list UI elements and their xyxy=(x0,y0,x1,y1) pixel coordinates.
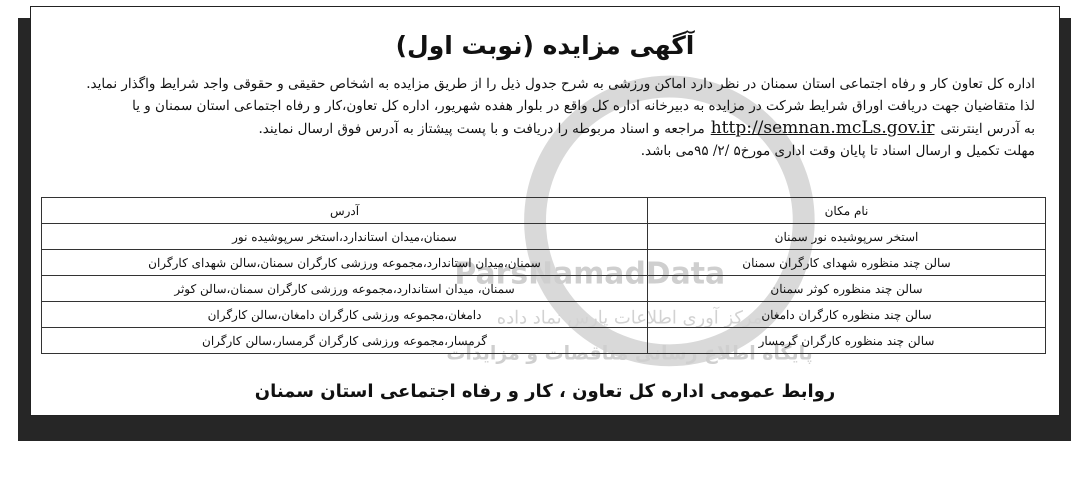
cell-name: سالن چند منظوره کوثر سمنان xyxy=(648,276,1046,302)
table-row xyxy=(42,276,1046,302)
cell-name: استخر سرپوشیده نور سمنان xyxy=(648,224,1046,250)
header-address: آدرس xyxy=(42,198,648,224)
header-name: نام مکان xyxy=(648,198,1046,224)
cell-name: سالن چند منظوره کارگران گرمسار xyxy=(648,328,1046,354)
watermark-brand: ParsNamadData xyxy=(454,256,726,292)
cell-address: گرمسار،مجموعه ورزشی کارگران گرمسار،سالن کارگران xyxy=(42,328,648,354)
table-header-row xyxy=(42,198,1046,224)
notice-page xyxy=(30,6,1060,416)
places-table xyxy=(41,197,1046,354)
cell-address: سمنان، میدان استاندارد،مجموعه ورزشی کارگران سمنان،سالن کوثر xyxy=(42,276,648,302)
watermark-line1: مرکز آوری اطلاعات پارس نماد داده xyxy=(496,307,763,329)
paragraph-line-4: مهلت تکمیل و ارسال اسناد تا پایان وقت اداری مورخ۵ /۲/ ۹۵می باشد. xyxy=(640,143,1035,159)
cell-name: سالن چند منظوره شهدای کارگران سمنان xyxy=(648,250,1046,276)
paragraph-line-3-after: مراجعه و اسناد مربوطه را دریافت و با پست پیشتاز به آدرس فوق ارسال نمایند. xyxy=(258,121,705,137)
notice-title: آگهی مزایده (نوبت اول) xyxy=(395,31,695,60)
website-link[interactable]: http://semnan.mcLs.gov.ir xyxy=(710,118,935,138)
footer-signature: روابط عمومی اداره کل تعاون ، کار و رفاه اجتماعی استان سمنان xyxy=(254,381,836,402)
paragraph-line-1: اداره کل تعاون کار و رفاه اجتماعی استان سمنان در نظر دارد اماکن ورزشی به شرح جدول ذیل را از طریق مزایده به اشخاص حقیقی و حقوقی واجد شرایط واگذار نماید. xyxy=(86,76,1035,92)
table-row xyxy=(42,328,1046,354)
cell-address: سمنان،میدان استاندارد،مجموعه ورزشی کارگران سمنان،سالن شهدای کارگران xyxy=(42,250,648,276)
paragraph-line-2: لذا متقاضیان جهت دریافت اوراق شرایط شرکت در مزایده به دبیرخانه اداره کل واقع در بلوار هفده شهریور، اداره کل تعاون،کار و رفاه اجتماعی استان سمنان و یا xyxy=(132,98,1035,114)
cell-name: سالن چند منظوره کارگران دامغان xyxy=(648,302,1046,328)
paragraph-line-3 xyxy=(51,117,1035,140)
paragraph-line-3-before: به آدرس اینترنتی xyxy=(940,121,1035,137)
table-row xyxy=(42,302,1046,328)
watermark-line2: پایگاه اطلاع رسانی مناقصات و مزایدات xyxy=(446,342,813,365)
notice-paragraph xyxy=(51,73,1035,162)
cell-address: سمنان،میدان استاندارد،استخر سرپوشیده نور xyxy=(42,224,648,250)
table-row xyxy=(42,224,1046,250)
cell-address: دامغان،مجموعه ورزشی کارگران دامغان،سالن کارگران xyxy=(42,302,648,328)
table-row xyxy=(42,250,1046,276)
